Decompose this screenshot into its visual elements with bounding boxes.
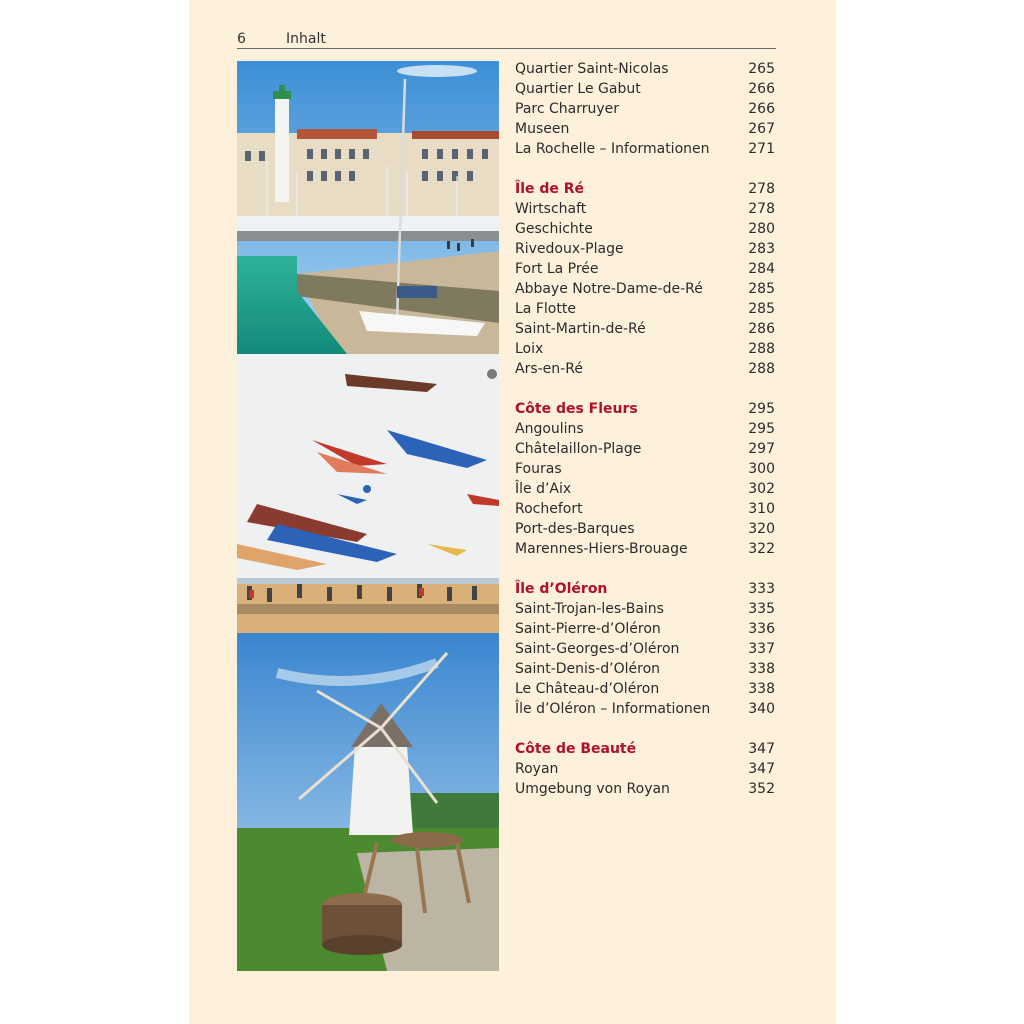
entry-title: Saint-Trojan-les-Bains	[515, 601, 664, 617]
page-ref: 271	[748, 141, 775, 157]
heading-title: Île d’Oléron	[515, 581, 608, 597]
toc-entry[interactable]	[515, 259, 775, 279]
toc-entry[interactable]	[515, 139, 775, 159]
entry-title: Wirtschaft	[515, 201, 587, 217]
entry-title: Royan	[515, 761, 559, 777]
entry-title: Marennes-Hiers-Brouage	[515, 541, 688, 557]
entry-title: Rivedoux-Plage	[515, 241, 624, 257]
toc-entry[interactable]	[515, 599, 775, 619]
page-ref: 283	[748, 241, 775, 257]
page-ref: 333	[748, 581, 775, 597]
page-ref: 265	[748, 61, 775, 77]
toc-section	[515, 399, 775, 559]
entry-title: Abbaye Notre-Dame-de-Ré	[515, 281, 703, 297]
page-ref: 347	[748, 761, 775, 777]
toc-entry[interactable]	[515, 519, 775, 539]
toc-entry[interactable]	[515, 619, 775, 639]
toc-entry[interactable]	[515, 319, 775, 339]
page-ref: 295	[748, 401, 775, 417]
page-ref: 338	[748, 661, 775, 677]
entry-title: Loix	[515, 341, 544, 357]
page-ref: 340	[748, 701, 775, 717]
page-ref: 267	[748, 121, 775, 137]
page-ref: 338	[748, 681, 775, 697]
entry-title: Geschichte	[515, 221, 593, 237]
entry-title: Saint-Georges-d’Oléron	[515, 641, 680, 657]
page-ref: 266	[748, 101, 775, 117]
toc-entry[interactable]	[515, 479, 775, 499]
entry-title: Ars-en-Ré	[515, 361, 583, 377]
page-ref: 310	[748, 501, 775, 517]
entry-title: Saint-Pierre-d’Oléron	[515, 621, 661, 637]
page-ref: 286	[748, 321, 775, 337]
page-ref: 320	[748, 521, 775, 537]
toc-entry[interactable]	[515, 759, 775, 779]
toc-entry[interactable]	[515, 119, 775, 139]
entry-title: Parc Charruyer	[515, 101, 620, 117]
page-ref: 280	[748, 221, 775, 237]
entry-title: Quartier Saint-Nicolas	[515, 61, 669, 77]
toc-entry[interactable]	[515, 419, 775, 439]
entry-title: Umgebung von Royan	[515, 781, 670, 797]
toc-entry[interactable]	[515, 539, 775, 559]
entry-title: Châtelaillon-Plage	[515, 441, 642, 457]
page-ref: 336	[748, 621, 775, 637]
running-title: Inhalt	[286, 31, 326, 47]
page-ref: 285	[748, 281, 775, 297]
toc-entry[interactable]	[515, 699, 775, 719]
toc-section-heading[interactable]	[515, 399, 775, 419]
page-ref: 266	[748, 81, 775, 97]
page-ref: 322	[748, 541, 775, 557]
toc-entry[interactable]	[515, 679, 775, 699]
toc-entry[interactable]	[515, 499, 775, 519]
toc-section-heading[interactable]	[515, 179, 775, 199]
windmill-photo	[237, 633, 499, 971]
page-ref: 285	[748, 301, 775, 317]
table-of-contents	[515, 59, 775, 819]
entry-title: Le Château-d’Oléron	[515, 681, 660, 697]
harbor-photo	[237, 61, 499, 354]
entry-title: Rochefort	[515, 501, 583, 517]
running-header	[237, 30, 776, 49]
page-ref: 278	[748, 181, 775, 197]
toc-entry[interactable]	[515, 239, 775, 259]
entry-title: La Rochelle – Informationen	[515, 141, 710, 157]
page-ref: 335	[748, 601, 775, 617]
heading-title: Île de Ré	[515, 181, 585, 197]
page-ref: 352	[748, 781, 775, 797]
toc-section-heading[interactable]	[515, 579, 775, 599]
toc-entry[interactable]	[515, 339, 775, 359]
heading-title: Côte de Beauté	[515, 741, 637, 757]
toc-entry[interactable]	[515, 299, 775, 319]
toc-entry[interactable]	[515, 99, 775, 119]
page-ref: 347	[748, 741, 775, 757]
page-ref: 278	[748, 201, 775, 217]
page-ref: 297	[748, 441, 775, 457]
page-ref: 337	[748, 641, 775, 657]
heading-title: Côte des Fleurs	[515, 401, 638, 417]
entry-title: Île d’Aix	[515, 481, 572, 497]
page-ref: 284	[748, 261, 775, 277]
toc-entry[interactable]	[515, 59, 775, 79]
kites-photo	[237, 354, 499, 633]
toc-entry[interactable]	[515, 779, 775, 799]
toc-section	[515, 579, 775, 719]
toc-section-heading[interactable]	[515, 739, 775, 759]
entry-title: Fouras	[515, 461, 562, 477]
toc-entry[interactable]	[515, 199, 775, 219]
entry-title: La Flotte	[515, 301, 576, 317]
page-ref: 300	[748, 461, 775, 477]
toc-entry[interactable]	[515, 459, 775, 479]
book-page	[189, 0, 836, 1024]
page-ref: 302	[748, 481, 775, 497]
toc-section	[515, 179, 775, 379]
entry-title: Quartier Le Gabut	[515, 81, 641, 97]
entry-title: Saint-Denis-d’Oléron	[515, 661, 661, 677]
entry-title: Museen	[515, 121, 570, 137]
page-ref: 295	[748, 421, 775, 437]
toc-entry[interactable]	[515, 359, 775, 379]
page-number: 6	[237, 31, 246, 47]
toc-entry[interactable]	[515, 279, 775, 299]
page-ref: 288	[748, 341, 775, 357]
toc-entry[interactable]	[515, 659, 775, 679]
toc-entry[interactable]	[515, 219, 775, 239]
page-ref: 288	[748, 361, 775, 377]
entry-title: Fort La Prée	[515, 261, 599, 277]
entry-title: Port-des-Barques	[515, 521, 635, 537]
toc-entry[interactable]	[515, 79, 775, 99]
toc-section	[515, 739, 775, 799]
entry-title: Île d’Oléron – Informationen	[515, 701, 711, 717]
toc-entry[interactable]	[515, 639, 775, 659]
entry-title: Saint-Martin-de-Ré	[515, 321, 646, 337]
entry-title: Angoulins	[515, 421, 584, 437]
toc-section	[515, 59, 775, 159]
photo-column	[237, 61, 499, 971]
toc-entry[interactable]	[515, 439, 775, 459]
